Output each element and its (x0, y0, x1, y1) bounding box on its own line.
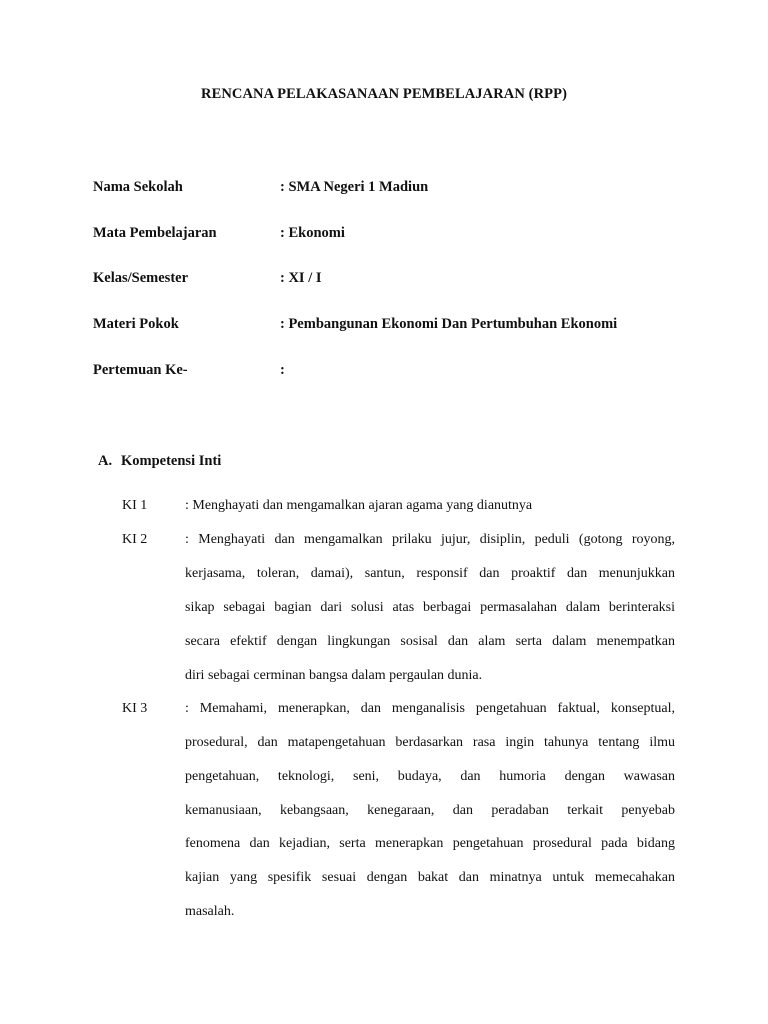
ki-text-line: pengetahuan, teknologi, seni, budaya, dan humoria dengan wawasan (185, 769, 675, 784)
ki-text-line: masalah. (185, 904, 235, 919)
ki-text-line: prosedural, dan matapengetahuan berdasarkan rasa ingin tahunya tentang ilmu (185, 735, 675, 750)
info-row-materi-pokok (93, 316, 713, 336)
info-label: Nama Sekolah (93, 179, 183, 195)
ki-text-line: kerjasama, toleran, damai), santun, responsif dan proaktif dan menunjukkan (185, 566, 675, 581)
info-value: : (280, 362, 285, 378)
info-row-pertemuan (93, 362, 713, 382)
ki-text-line: secara efektif dengan lingkungan sosisal dan alam serta dalam menempatkan (185, 634, 675, 649)
ki-label: KI 3 (122, 701, 148, 716)
ki-text-line: : Memahami, menerapkan, dan menganalisis pengetahuan faktual, konseptual, (185, 701, 675, 716)
section-number: A. (98, 453, 113, 469)
ki-text-line: diri sebagai cerminan bangsa dalam pergaulan dunia. (185, 668, 483, 683)
info-row-mata-pembelajaran (93, 225, 713, 245)
ki-label: KI 2 (122, 532, 148, 547)
section-title: Kompetensi Inti (121, 453, 222, 469)
info-label: Mata Pembelajaran (93, 225, 217, 241)
info-label: Materi Pokok (93, 316, 179, 332)
info-value: : SMA Negeri 1 Madiun (280, 179, 429, 195)
info-value: : Pembangunan Ekonomi Dan Pertumbuhan Ekonomi (280, 316, 618, 332)
info-value: : XI / I (280, 270, 322, 286)
info-row-kelas-semester (93, 270, 713, 290)
ki-label: KI 1 (122, 498, 148, 513)
info-row-nama-sekolah (93, 179, 713, 199)
ki-text-line: fenomena dan kejadian, serta menerapkan pengetahuan prosedural pada bidang (185, 836, 675, 851)
info-value: : Ekonomi (280, 225, 345, 241)
document-title: RENCANA PELAKASANAAN PEMBELAJARAN (RPP) (201, 86, 567, 102)
ki-text-line: : Menghayati dan mengamalkan ajaran agama yang dianutnya (185, 498, 533, 513)
ki-text-line: kemanusiaan, kebangsaan, kenegaraan, dan peradaban terkait penyebab (185, 803, 675, 818)
info-label: Pertemuan Ke- (93, 362, 188, 378)
section-heading-kompetensi-inti (98, 453, 221, 470)
ki-text-line: sikap sebagai bagian dari solusi atas berbagai permasalahan dalam berinteraksi (185, 600, 675, 615)
ki-text-line: kajian yang spesifik sesuai dengan bakat dan minatnya untuk memecahakan (185, 870, 675, 885)
ki-text-line: : Menghayati dan mengamalkan prilaku jujur, disiplin, peduli (gotong royong, (185, 532, 675, 547)
info-label: Kelas/Semester (93, 270, 189, 286)
